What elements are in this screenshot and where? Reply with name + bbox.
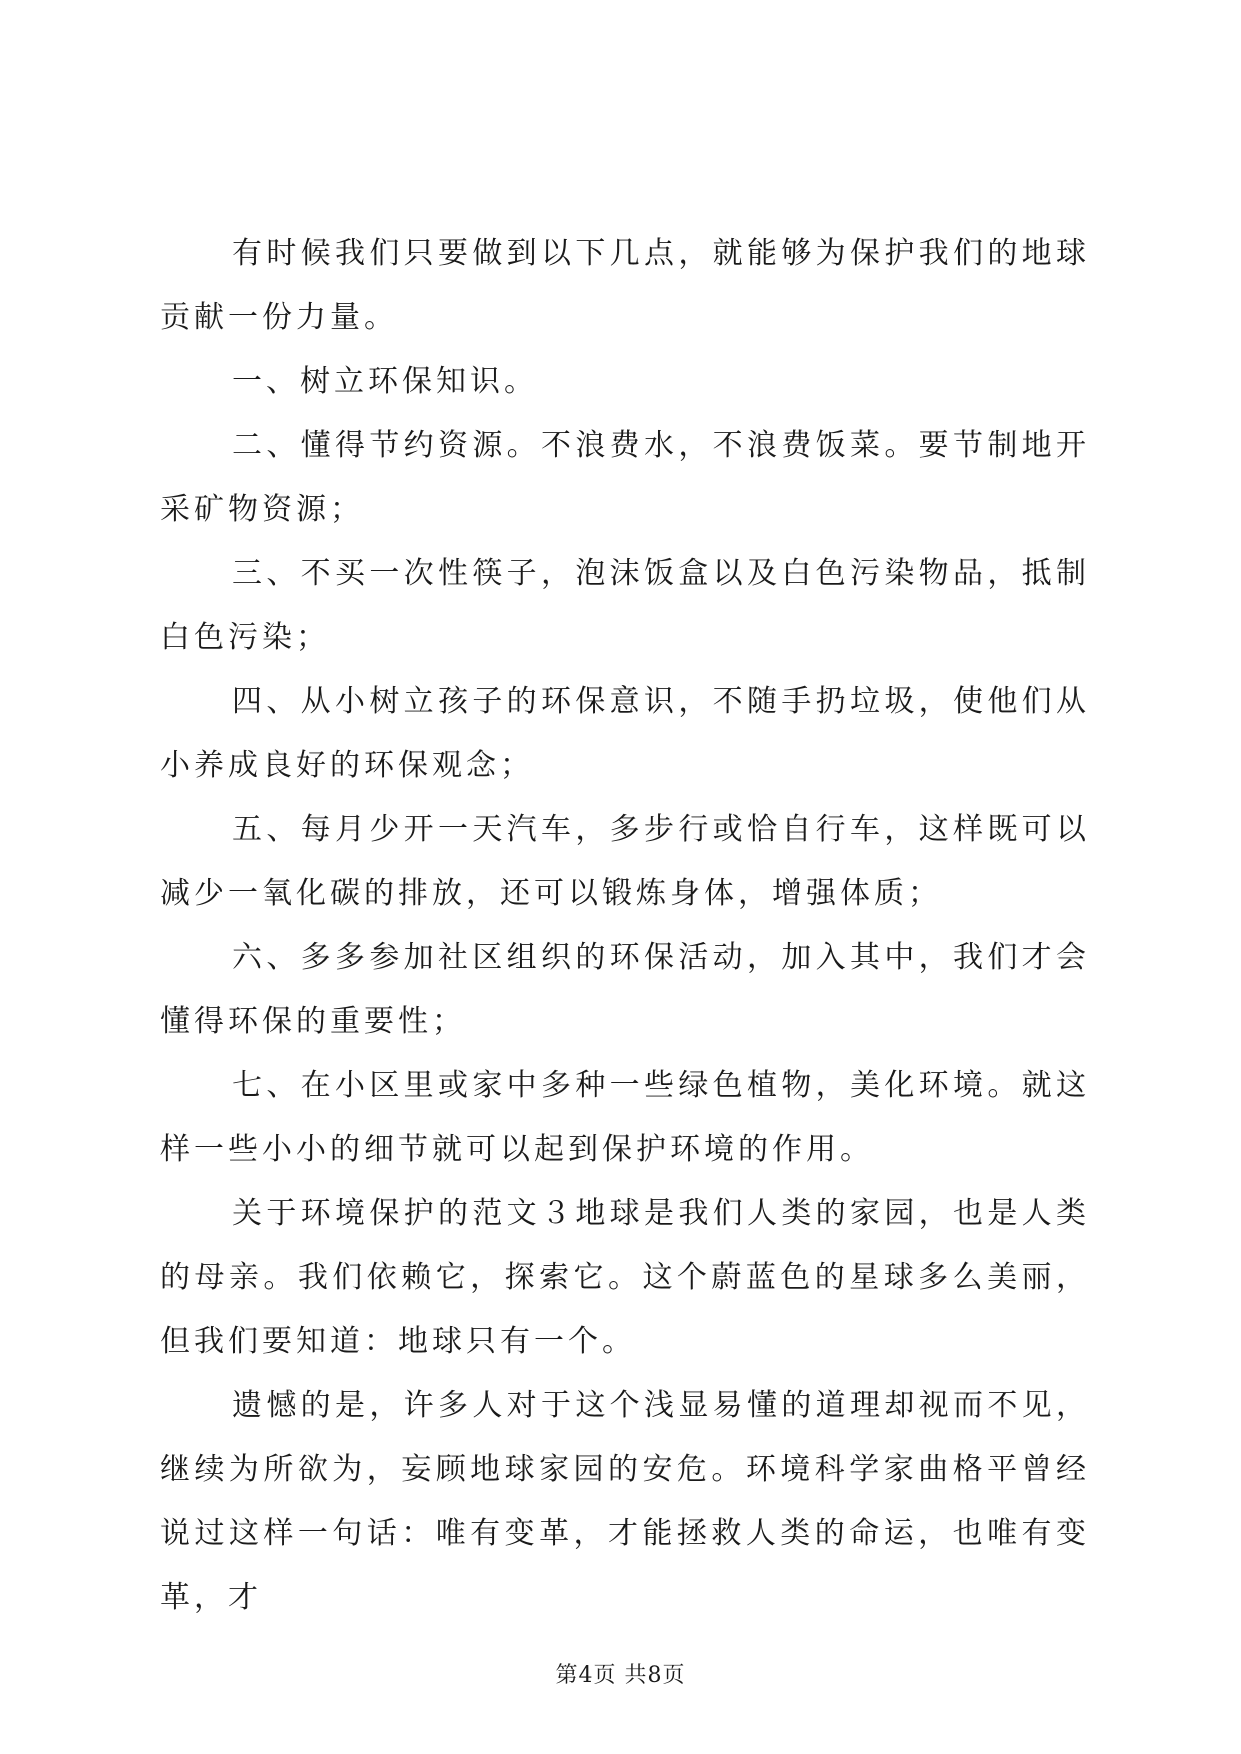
paragraph-regret: 遗憾的是，许多人对于这个浅显易懂的道理却视而不见，继续为所欲为，妄顾地球家园的安危。环境科学家曲格平曾经说过这样一句话：唯有变革，才能拯救人类的命运，也唯有变革，才 bbox=[160, 1388, 1090, 1615]
paragraph-intro: 有时候我们只要做到以下几点，就能够为保护我们的地球贡献一份力量。 bbox=[160, 236, 1090, 335]
paragraph-essay-3-start: 关于环境保护的范文３地球是我们人类的家园，也是人类的母亲。我们依赖它，探索它。这个蔚蓝色的星球多么美丽，但我们要知道：地球只有一个。 bbox=[160, 1196, 1090, 1359]
paragraph-item-2: 二、懂得节约资源。不浪费水，不浪费饭菜。要节制地开采矿物资源； bbox=[160, 428, 1090, 527]
document-body bbox=[160, 222, 1090, 1630]
paragraph-item-3: 三、不买一次性筷子，泡沫饭盒以及白色污染物品，抵制白色污染； bbox=[160, 556, 1090, 655]
paragraph-item-7: 七、在小区里或家中多种一些绿色植物，美化环境。就这样一些小小的细节就可以起到保护环境的作用。 bbox=[160, 1068, 1090, 1167]
paragraph-item-5: 五、每月少开一天汽车，多步行或恰自行车，这样既可以减少一氧化碳的排放，还可以锻炼身体，增强体质； bbox=[160, 812, 1090, 911]
paragraph-item-4: 四、从小树立孩子的环保意识，不随手扔垃圾，使他们从小养成良好的环保观念； bbox=[160, 684, 1090, 783]
paragraph-item-6: 六、多多参加社区组织的环保活动，加入其中，我们才会懂得环保的重要性； bbox=[160, 940, 1090, 1039]
paragraph-item-1: 一、树立环保知识。 bbox=[232, 364, 538, 399]
page-number-footer: 第4页 共8页 bbox=[555, 1663, 686, 1688]
